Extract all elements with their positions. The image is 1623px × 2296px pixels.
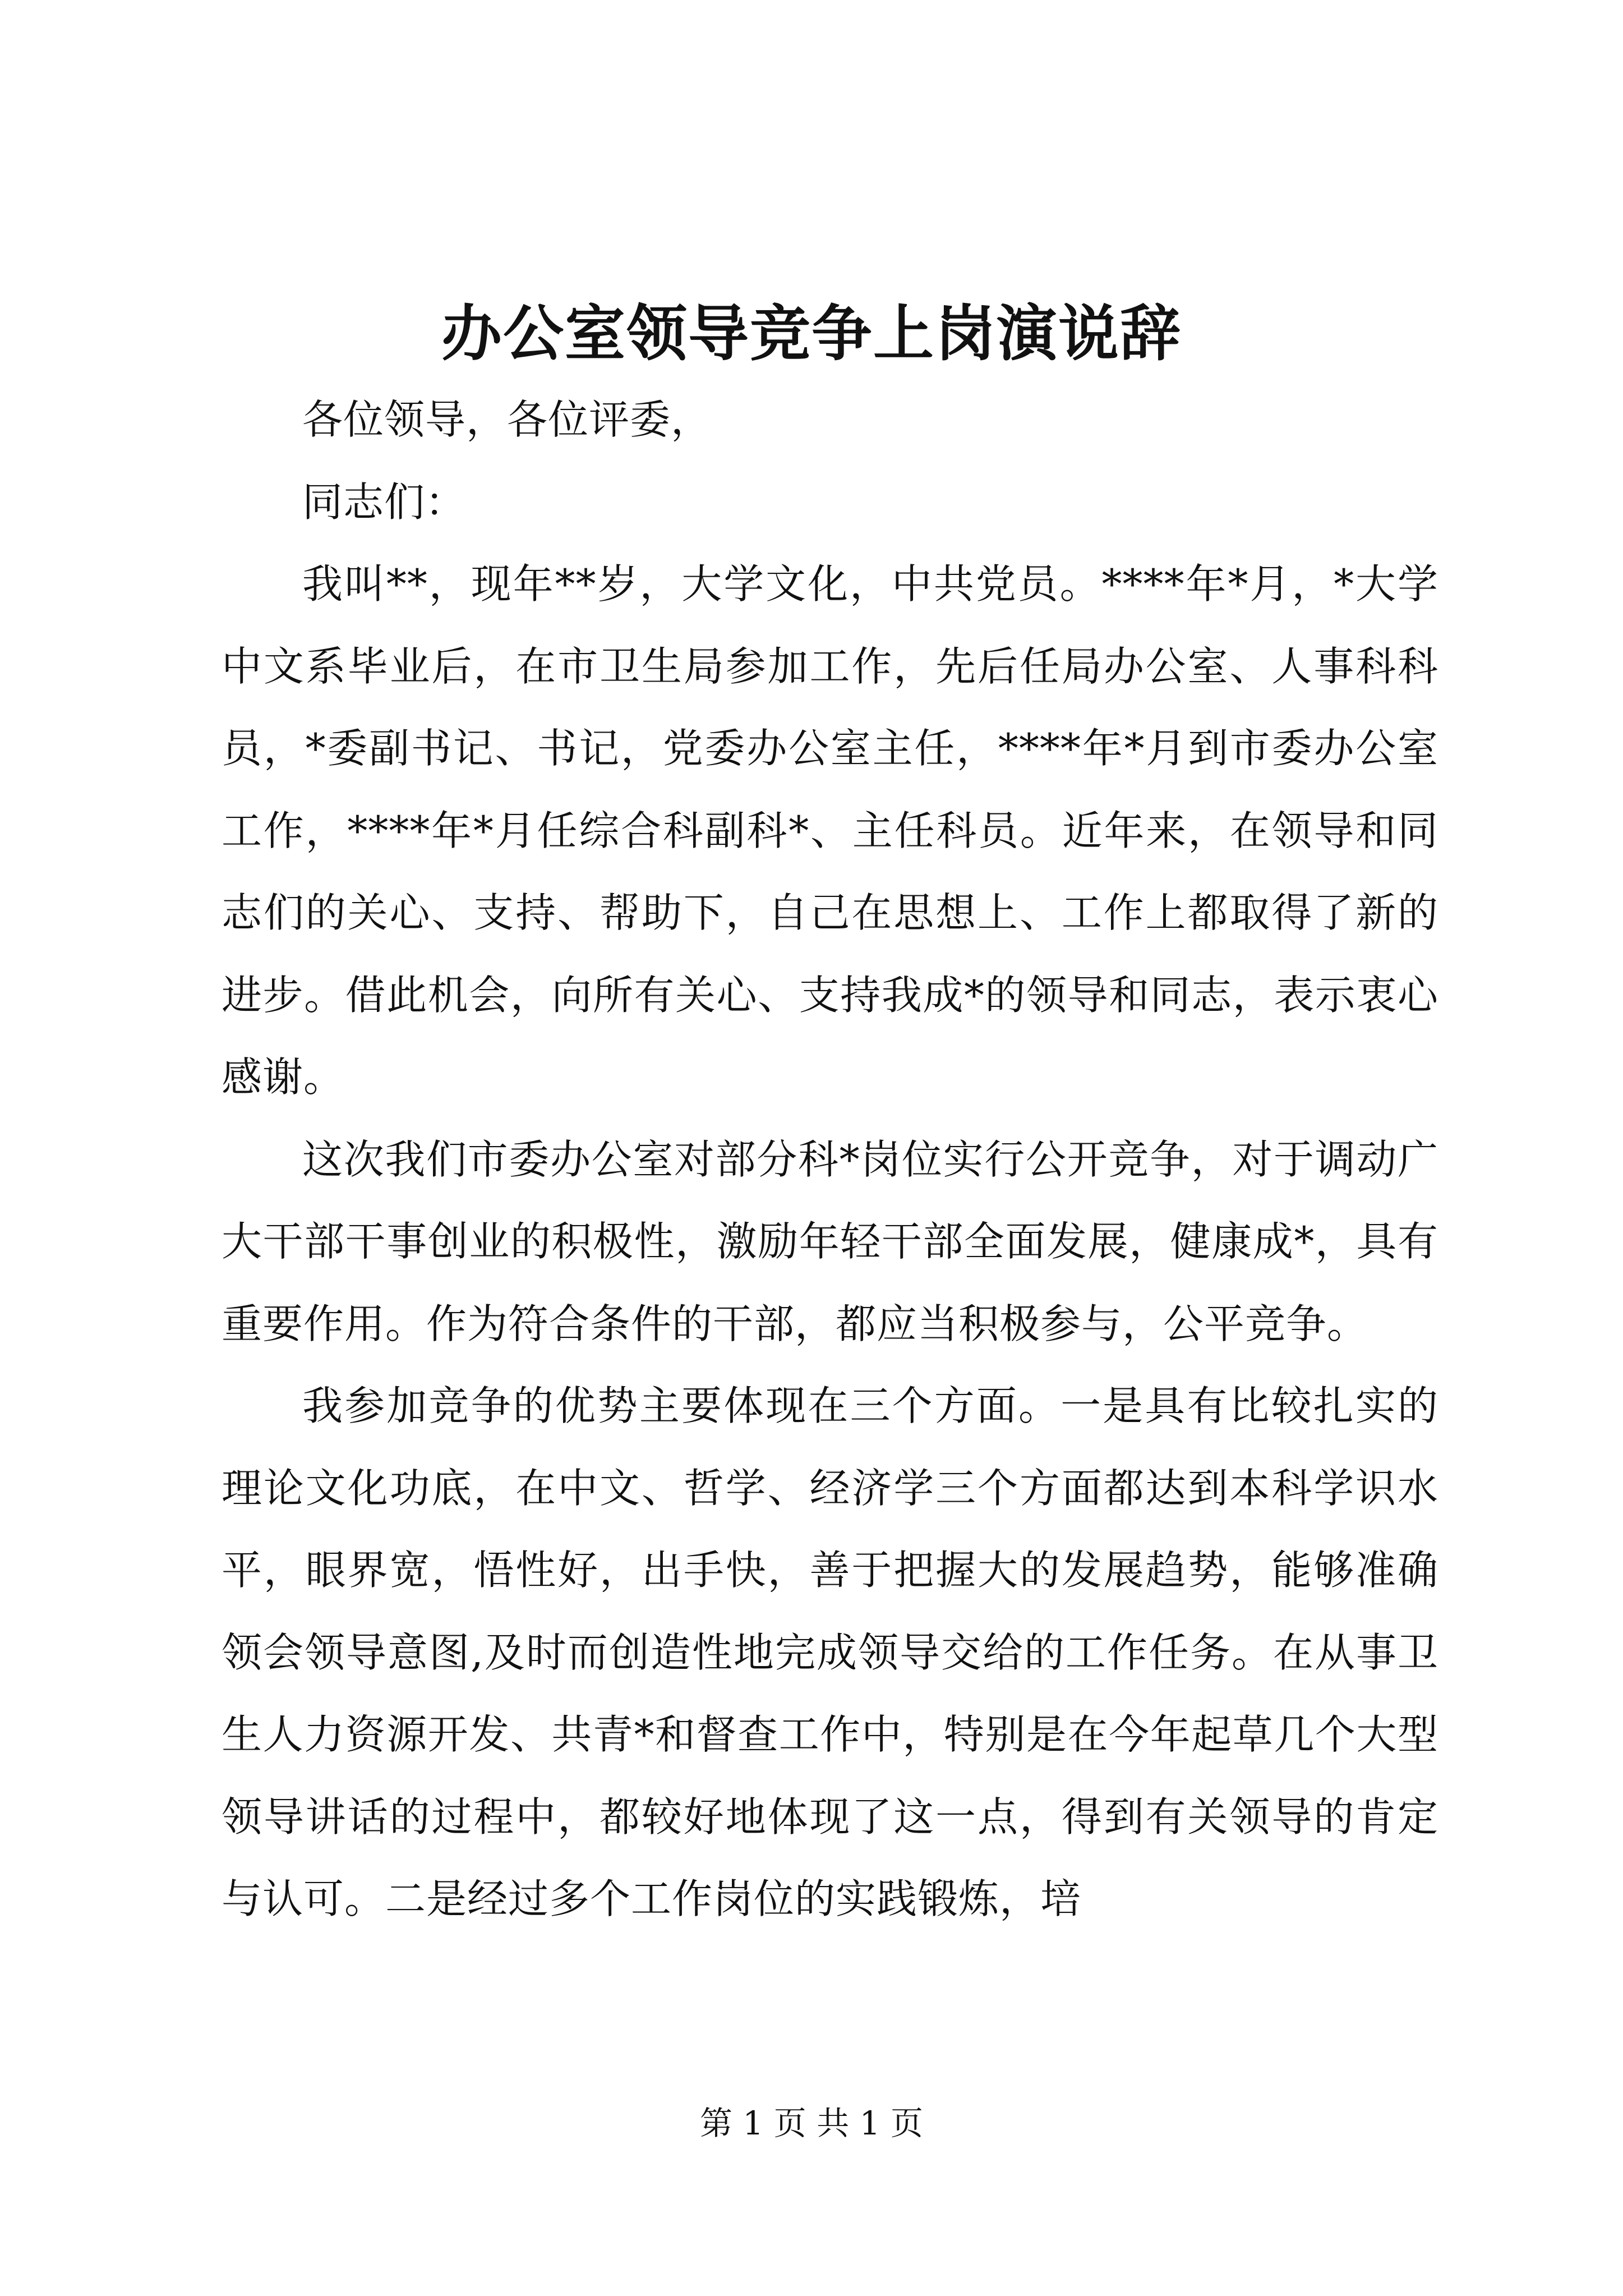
body-paragraph-1: 我叫**，现年**岁，大学文化，中共党员。****年*月，*大学中文系毕业后，在市卫生局参加工作，先后任局办公室、人事科科员，*委副书记、书记，党委办公室主任，****年*月到市委办公室工作，****年*月任综合科副科*、主任科员。近年来，在领导和同志们的关心、支持、帮助下，自己在思想上、工作上都取得了新的进步。借此机会，向所有关心、支持我成*的领导和同志，表示衷心感谢。 bbox=[222, 560, 1438, 1101]
document-body bbox=[222, 379, 1438, 1940]
salutation-line-2: 同志们： bbox=[302, 478, 467, 526]
body-paragraph-3: 我参加竞争的优势主要体现在三个方面。一是具有比较扎实的理论文化功底，在中文、哲学、经济学三个方面都达到本科学识水平，眼界宽，悟性好，出手快，善于把握大的发展趋势，能够准确领会领导意图,及时而创造性地完成领导交给的工作任务。在从事卫生人力资源开发、共青*和督查工作中，特别是在今年起草几个大型领导讲话的过程中，都较好地体现了这一点，得到有关领导的肯定与认可。二是经过多个工作岗位的实践锻炼，培 bbox=[222, 1382, 1438, 1922]
salutation-line-1: 各位领导，各位评委， bbox=[302, 396, 712, 443]
body-paragraph-2: 这次我们市委办公室对部分科*岗位实行公开竞争，对于调动广大干部干事创业的积极性，激励年轻干部全面发展，健康成*，具有重要作用。作为符合条件的干部，都应当积极参与，公平竞争。 bbox=[222, 1135, 1438, 1347]
page-footer: 第 1 页 共 1 页 bbox=[700, 2104, 923, 2142]
document-title: 办公室领导竞争上岗演说辞 bbox=[441, 298, 1182, 369]
